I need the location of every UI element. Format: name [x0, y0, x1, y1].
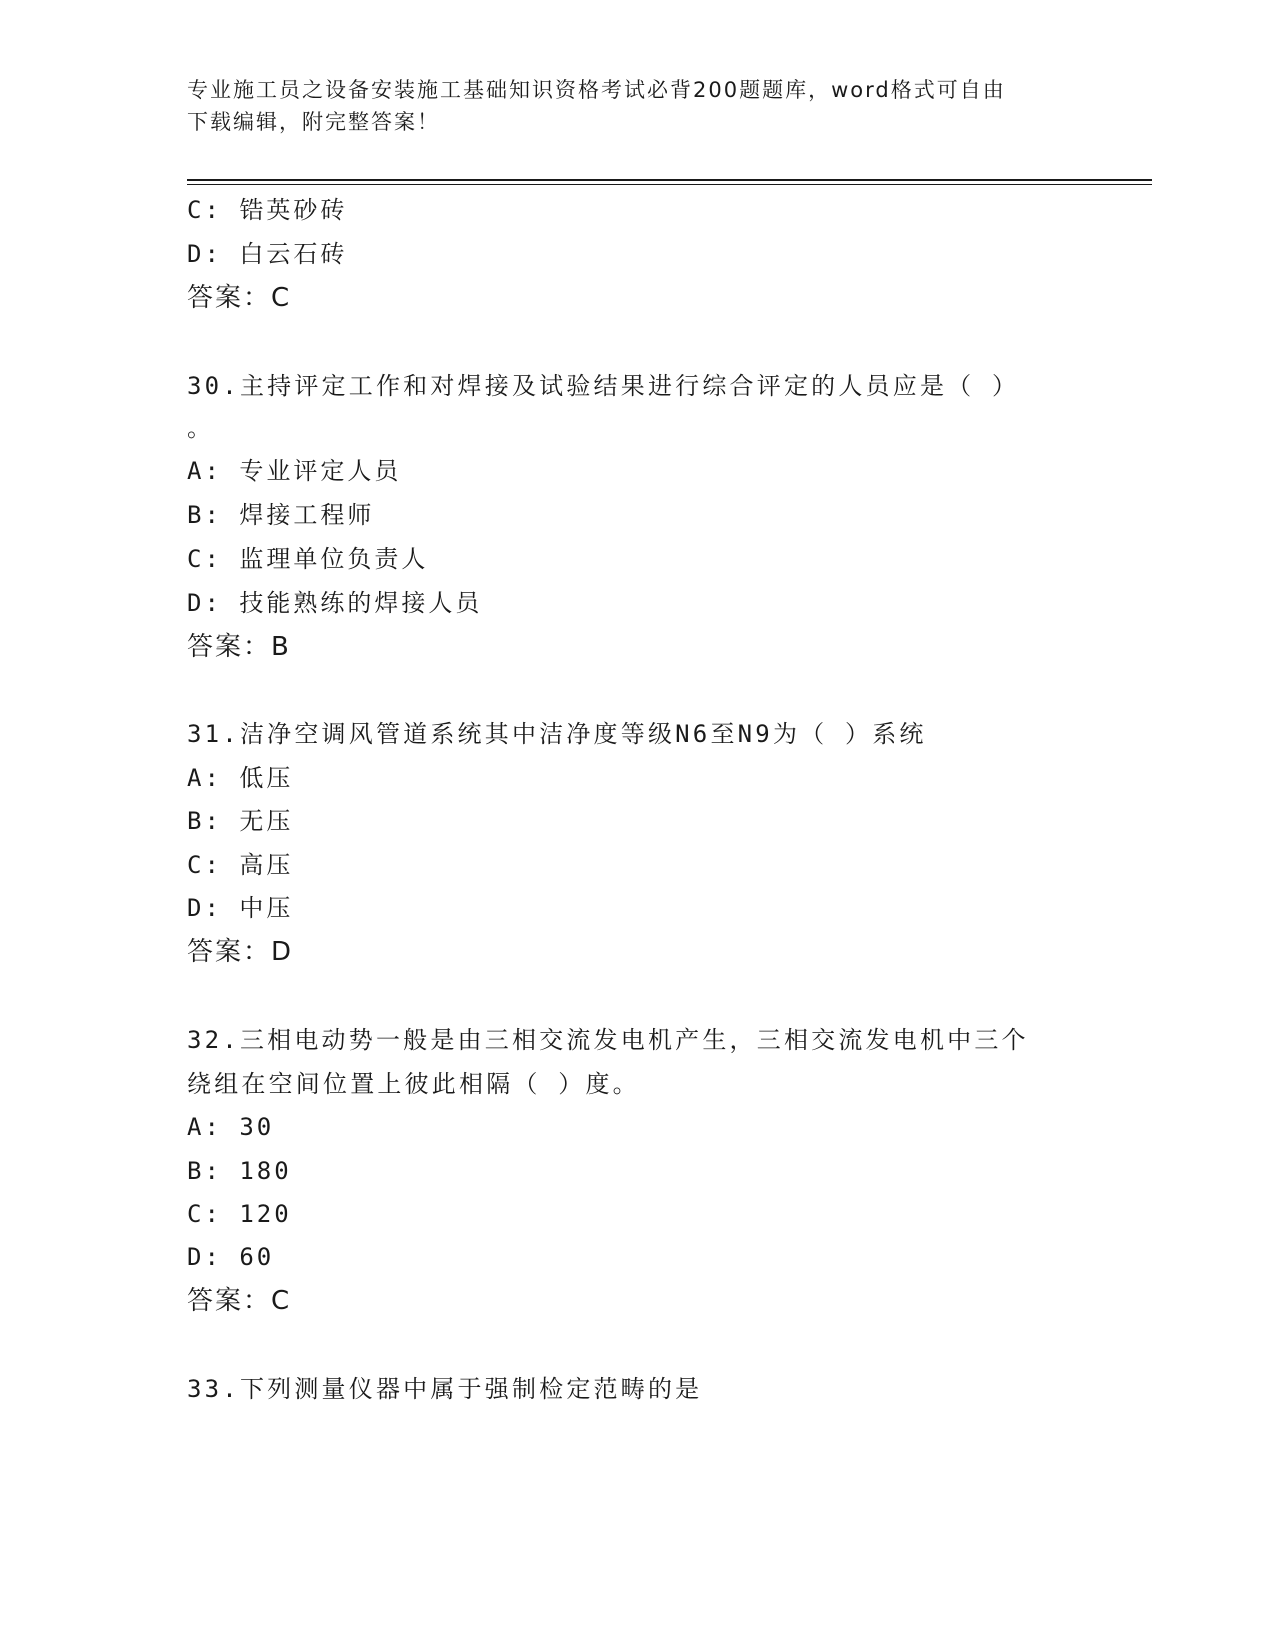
q32-question-line-2: 绕组在空间位置上彼此相隔（ ）度。	[187, 1070, 640, 1098]
q30-question-line-2: 。	[187, 414, 214, 442]
header-title-line-1: 专业施工员之设备安装施工基础知识资格考试必背200题题库，word格式可自由	[187, 78, 1006, 102]
q33-question-line-1: 33.下列测量仪器中属于强制检定范畴的是	[187, 1375, 703, 1403]
q30-answer: 答案：B	[187, 632, 291, 662]
header-divider-thick	[187, 179, 1152, 181]
q29-option-d: D: 白云石砖	[187, 240, 348, 268]
q31-option-a: A: 低压	[187, 764, 294, 792]
q29-option-c: C: 锆英砂砖	[187, 196, 348, 224]
q30-option-b: B: 焊接工程师	[187, 501, 375, 529]
q30-option-a: A: 专业评定人员	[187, 457, 402, 485]
q30-option-c: C: 监理单位负责人	[187, 545, 429, 573]
q31-option-c: C: 高压	[187, 851, 294, 879]
q29-answer: 答案：C	[187, 283, 292, 313]
q32-answer: 答案：C	[187, 1286, 292, 1316]
q31-option-d: D: 中压	[187, 894, 294, 922]
header-divider-thin	[187, 184, 1152, 185]
q32-option-c: C: 120	[187, 1200, 292, 1228]
q32-question-line-1: 32.三相电动势一般是由三相交流发电机产生，三相交流发电机中三个	[187, 1026, 1029, 1054]
q31-answer: 答案：D	[187, 937, 294, 967]
q30-question-line-1: 30.主持评定工作和对焊接及试验结果进行综合评定的人员应是（ ）	[187, 372, 1020, 400]
q32-option-d: D: 60	[187, 1243, 275, 1271]
q32-option-b: B: 180	[187, 1157, 292, 1185]
q32-option-a: A: 30	[187, 1113, 275, 1141]
q31-option-b: B: 无压	[187, 807, 294, 835]
header-title-line-2: 下载编辑，附完整答案！	[187, 110, 440, 134]
document-header	[187, 74, 1077, 138]
q30-option-d: D: 技能熟练的焊接人员	[187, 589, 483, 617]
q31-question-line-1: 31.洁净空调风管道系统其中洁净度等级N6至N9为（ ）系统	[187, 720, 927, 748]
